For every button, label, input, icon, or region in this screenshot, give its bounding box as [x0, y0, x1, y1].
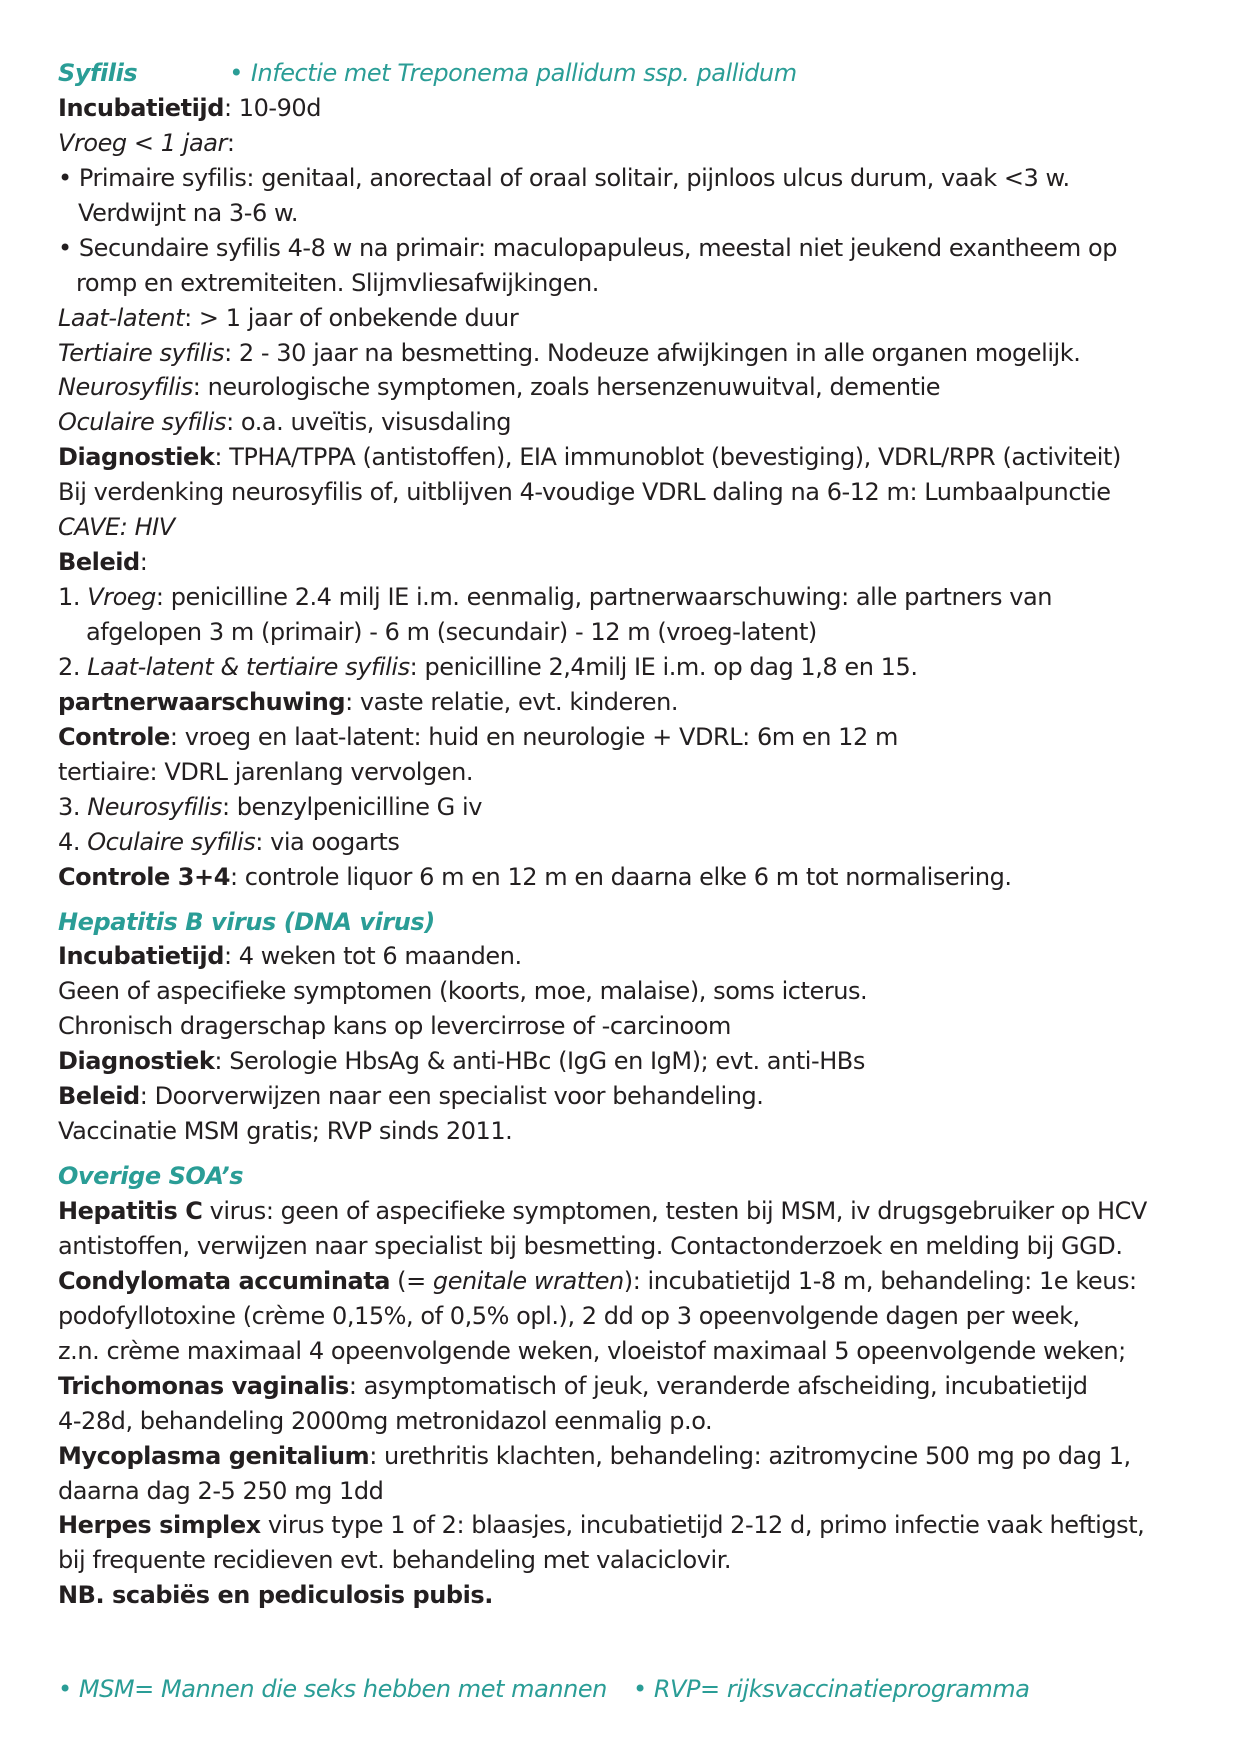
- heading-tagline: Infectie met Treponema pallidum ssp. pallidum: [250, 59, 797, 87]
- label: Diagnostiek: [58, 443, 215, 472]
- section-heading-overige-soas: Overige SOA’s: [58, 1162, 244, 1191]
- value: : Serologie HbsAg & anti-HBc (IgG en IgM); evt. anti-HBs: [214, 1047, 865, 1076]
- label: Trichomonas vaginalis: [58, 1371, 349, 1400]
- label: Controle 3+4: [58, 862, 230, 891]
- text-line: [58, 370, 1208, 405]
- value: (=: [389, 1266, 433, 1295]
- numbered-line: [58, 580, 1208, 615]
- text-line: [58, 685, 1208, 720]
- text-line: [58, 1264, 1208, 1299]
- value: : urethritis klachten, behandeling: azitromycine 500 mg po dag 1,: [369, 1441, 1131, 1470]
- value: : o.a. uveïtis, visusdaling: [226, 408, 511, 437]
- label: Hepatitis C: [58, 1197, 203, 1225]
- numbered-line: [58, 790, 1208, 825]
- bullet-line: • Secundaire syfilis 4-8 w na primair: maculopapuleus, meestal niet jeukend exantheem op: [58, 233, 1117, 262]
- footer-msm: • MSM= Mannen die seks hebben met mannen: [58, 1675, 607, 1703]
- text-line: z.n. crème maximaal 4 opeenvolgende weken, vloeistof maximaal 5 opeenvolgende weken;: [58, 1336, 1126, 1365]
- value: :: [226, 128, 235, 157]
- number: 1.: [58, 583, 88, 612]
- label: Laat-latent & tertiaire syfilis: [87, 652, 410, 681]
- value: : > 1 jaar of onbekende duur: [184, 303, 519, 332]
- text-line: [58, 1079, 1208, 1114]
- text-line: [58, 860, 1208, 895]
- value: : 10-90d: [223, 93, 322, 122]
- value: : vroeg en laat-latent: huid en neurologie + VDRL: 6m en 12 m: [169, 722, 898, 751]
- bullet-continuation: romp en extremiteiten. Slijmvliesafwijkingen.: [76, 268, 599, 297]
- text-line: Chronisch dragerschap kans op levercirrose of -carcinoom: [58, 1012, 731, 1041]
- value: : vaste relatie, evt. kinderen.: [345, 687, 679, 716]
- text-line: [58, 440, 1208, 475]
- value: : benzylpenicilline G iv: [221, 792, 482, 821]
- text-line: [58, 720, 1208, 755]
- label: Beleid: [58, 1082, 140, 1111]
- label: Condylomata accuminata: [58, 1266, 390, 1295]
- bullet-continuation: Verdwijnt na 3-6 w.: [78, 198, 299, 227]
- text-line: podofyllotoxine (crème 0,15%, of 0,5% opl.), 2 dd op 3 opeenvolgende dagen per week,: [58, 1301, 1080, 1330]
- label: Beleid: [58, 548, 140, 577]
- text-line: [58, 545, 1208, 580]
- text-line: [58, 405, 1208, 440]
- value: : TPHA/TPPA (antistoffen), EIA immunoblot (bevestiging), VDRL/RPR (activiteit): [214, 443, 1121, 472]
- bullet-line: • Primaire syfilis: genitaal, anorectaal of oraal solitair, pijnloos ulcus durum, vaak <3 w.: [58, 163, 1070, 192]
- value: : via oogarts: [255, 827, 400, 856]
- document-page: [58, 56, 1208, 1613]
- value: virus type 1 of 2: blaasjes, incubatietijd 2-12 d, primo infectie vaak heftigst,: [260, 1511, 1145, 1540]
- number: 4.: [58, 827, 88, 856]
- section-heading-hepatitis-b: Hepatitis B virus (DNA virus): [58, 907, 435, 936]
- number: 2.: [58, 652, 88, 681]
- label: Vroeg < 1 jaar: [58, 128, 227, 157]
- text-line: [58, 1044, 1208, 1079]
- cave-note: CAVE: HIV: [58, 513, 175, 542]
- label: partnerwaarschuwing: [58, 687, 346, 716]
- numbered-line: [58, 825, 1208, 860]
- label: Neurosyfilis: [58, 373, 193, 402]
- label: Incubatietijd: [58, 93, 224, 122]
- text-line: [58, 301, 1208, 336]
- text-line: antistoffen, verwijzen naar specialist bij besmetting. Contactonderzoek en melding bij GGD.: [58, 1231, 1123, 1260]
- value: : 4 weken tot 6 maanden.: [223, 942, 522, 971]
- label: Oculaire syfilis: [58, 408, 227, 437]
- text-line: [58, 336, 1208, 371]
- label: Incubatietijd: [58, 942, 224, 971]
- text-line: Bij verdenking neurosyfilis of, uitblijven 4-voudige VDRL daling na 6-12 m: Lumbaalpunctie: [58, 478, 1111, 507]
- value: : controle liquor 6 m en 12 m en daarna elke 6 m tot normalisering.: [229, 862, 1012, 891]
- label: Vroeg: [87, 583, 156, 612]
- numbered-continuation: afgelopen 3 m (primair) - 6 m (secundair) - 12 m (vroeg-latent): [86, 618, 817, 646]
- text-line: daarna dag 2-5 250 mg 1dd: [58, 1476, 384, 1505]
- label: Diagnostiek: [58, 1047, 215, 1076]
- text-line: [58, 1439, 1208, 1474]
- label: Neurosyfilis: [87, 792, 222, 821]
- text-line: [58, 126, 1208, 161]
- nb-note: NB. scabiës en pediculosis pubis.: [58, 1581, 493, 1610]
- value: : neurologische symptomen, zoals hersenzenuwuitval, dementie: [192, 373, 941, 402]
- label: Herpes simplex: [58, 1511, 261, 1540]
- footer-legend: [58, 1672, 1029, 1706]
- value: : penicilline 2,4milj IE i.m. op dag 1,8 en 15.: [409, 652, 918, 681]
- number: 3.: [58, 792, 88, 821]
- label: Oculaire syfilis: [87, 827, 256, 856]
- heading-title: Syfilis: [58, 59, 138, 87]
- section-heading-syfilis: [58, 56, 1208, 91]
- value: :: [139, 548, 148, 577]
- value: : penicilline 2.4 milj IE i.m. eenmalig, partnerwaarschuwing: alle partners van: [155, 583, 1053, 612]
- label: Mycoplasma genitalium: [58, 1441, 370, 1470]
- label: Controle: [58, 722, 170, 751]
- text-line: [58, 1194, 1208, 1229]
- text-line: Geen of aspecifieke symptomen (koorts, moe, malaise), soms icterus.: [58, 977, 868, 1006]
- label: Laat-latent: [58, 303, 185, 332]
- text-line: [58, 1369, 1208, 1404]
- text-line: bij frequente recidieven evt. behandeling met valaciclovir.: [58, 1546, 732, 1575]
- footer-rvp: • RVP= rijksvaccinatieprogramma: [632, 1675, 1030, 1703]
- numbered-line: [58, 650, 1208, 685]
- italic-term: genitale wratten: [432, 1266, 624, 1295]
- text-line: 4-28d, behandeling 2000mg metronidazol eenmalig p.o.: [58, 1406, 713, 1435]
- text-line: [58, 1508, 1208, 1543]
- value: : asymptomatisch of jeuk, veranderde afscheiding, incubatietijd: [348, 1371, 1088, 1400]
- value: ): incubatietijd 1-8 m, behandeling: 1e keus:: [623, 1266, 1137, 1295]
- text-line: Vaccinatie MSM gratis; RVP sinds 2011.: [58, 1117, 513, 1146]
- label: Tertiaire syfilis: [58, 338, 225, 367]
- value: virus: geen of aspecifieke symptomen, testen bij MSM, iv drugsgebruiker op HCV: [202, 1197, 1147, 1225]
- text-line: [58, 939, 1208, 974]
- bullet: •: [229, 59, 243, 87]
- value: : 2 - 30 jaar na besmetting. Nodeuze afwijkingen in alle organen mogelijk.: [224, 338, 1081, 367]
- text-line: tertiaire: VDRL jarenlang vervolgen.: [58, 757, 474, 786]
- value: : Doorverwijzen naar een specialist voor behandeling.: [139, 1082, 764, 1111]
- text-line: [58, 91, 1208, 126]
